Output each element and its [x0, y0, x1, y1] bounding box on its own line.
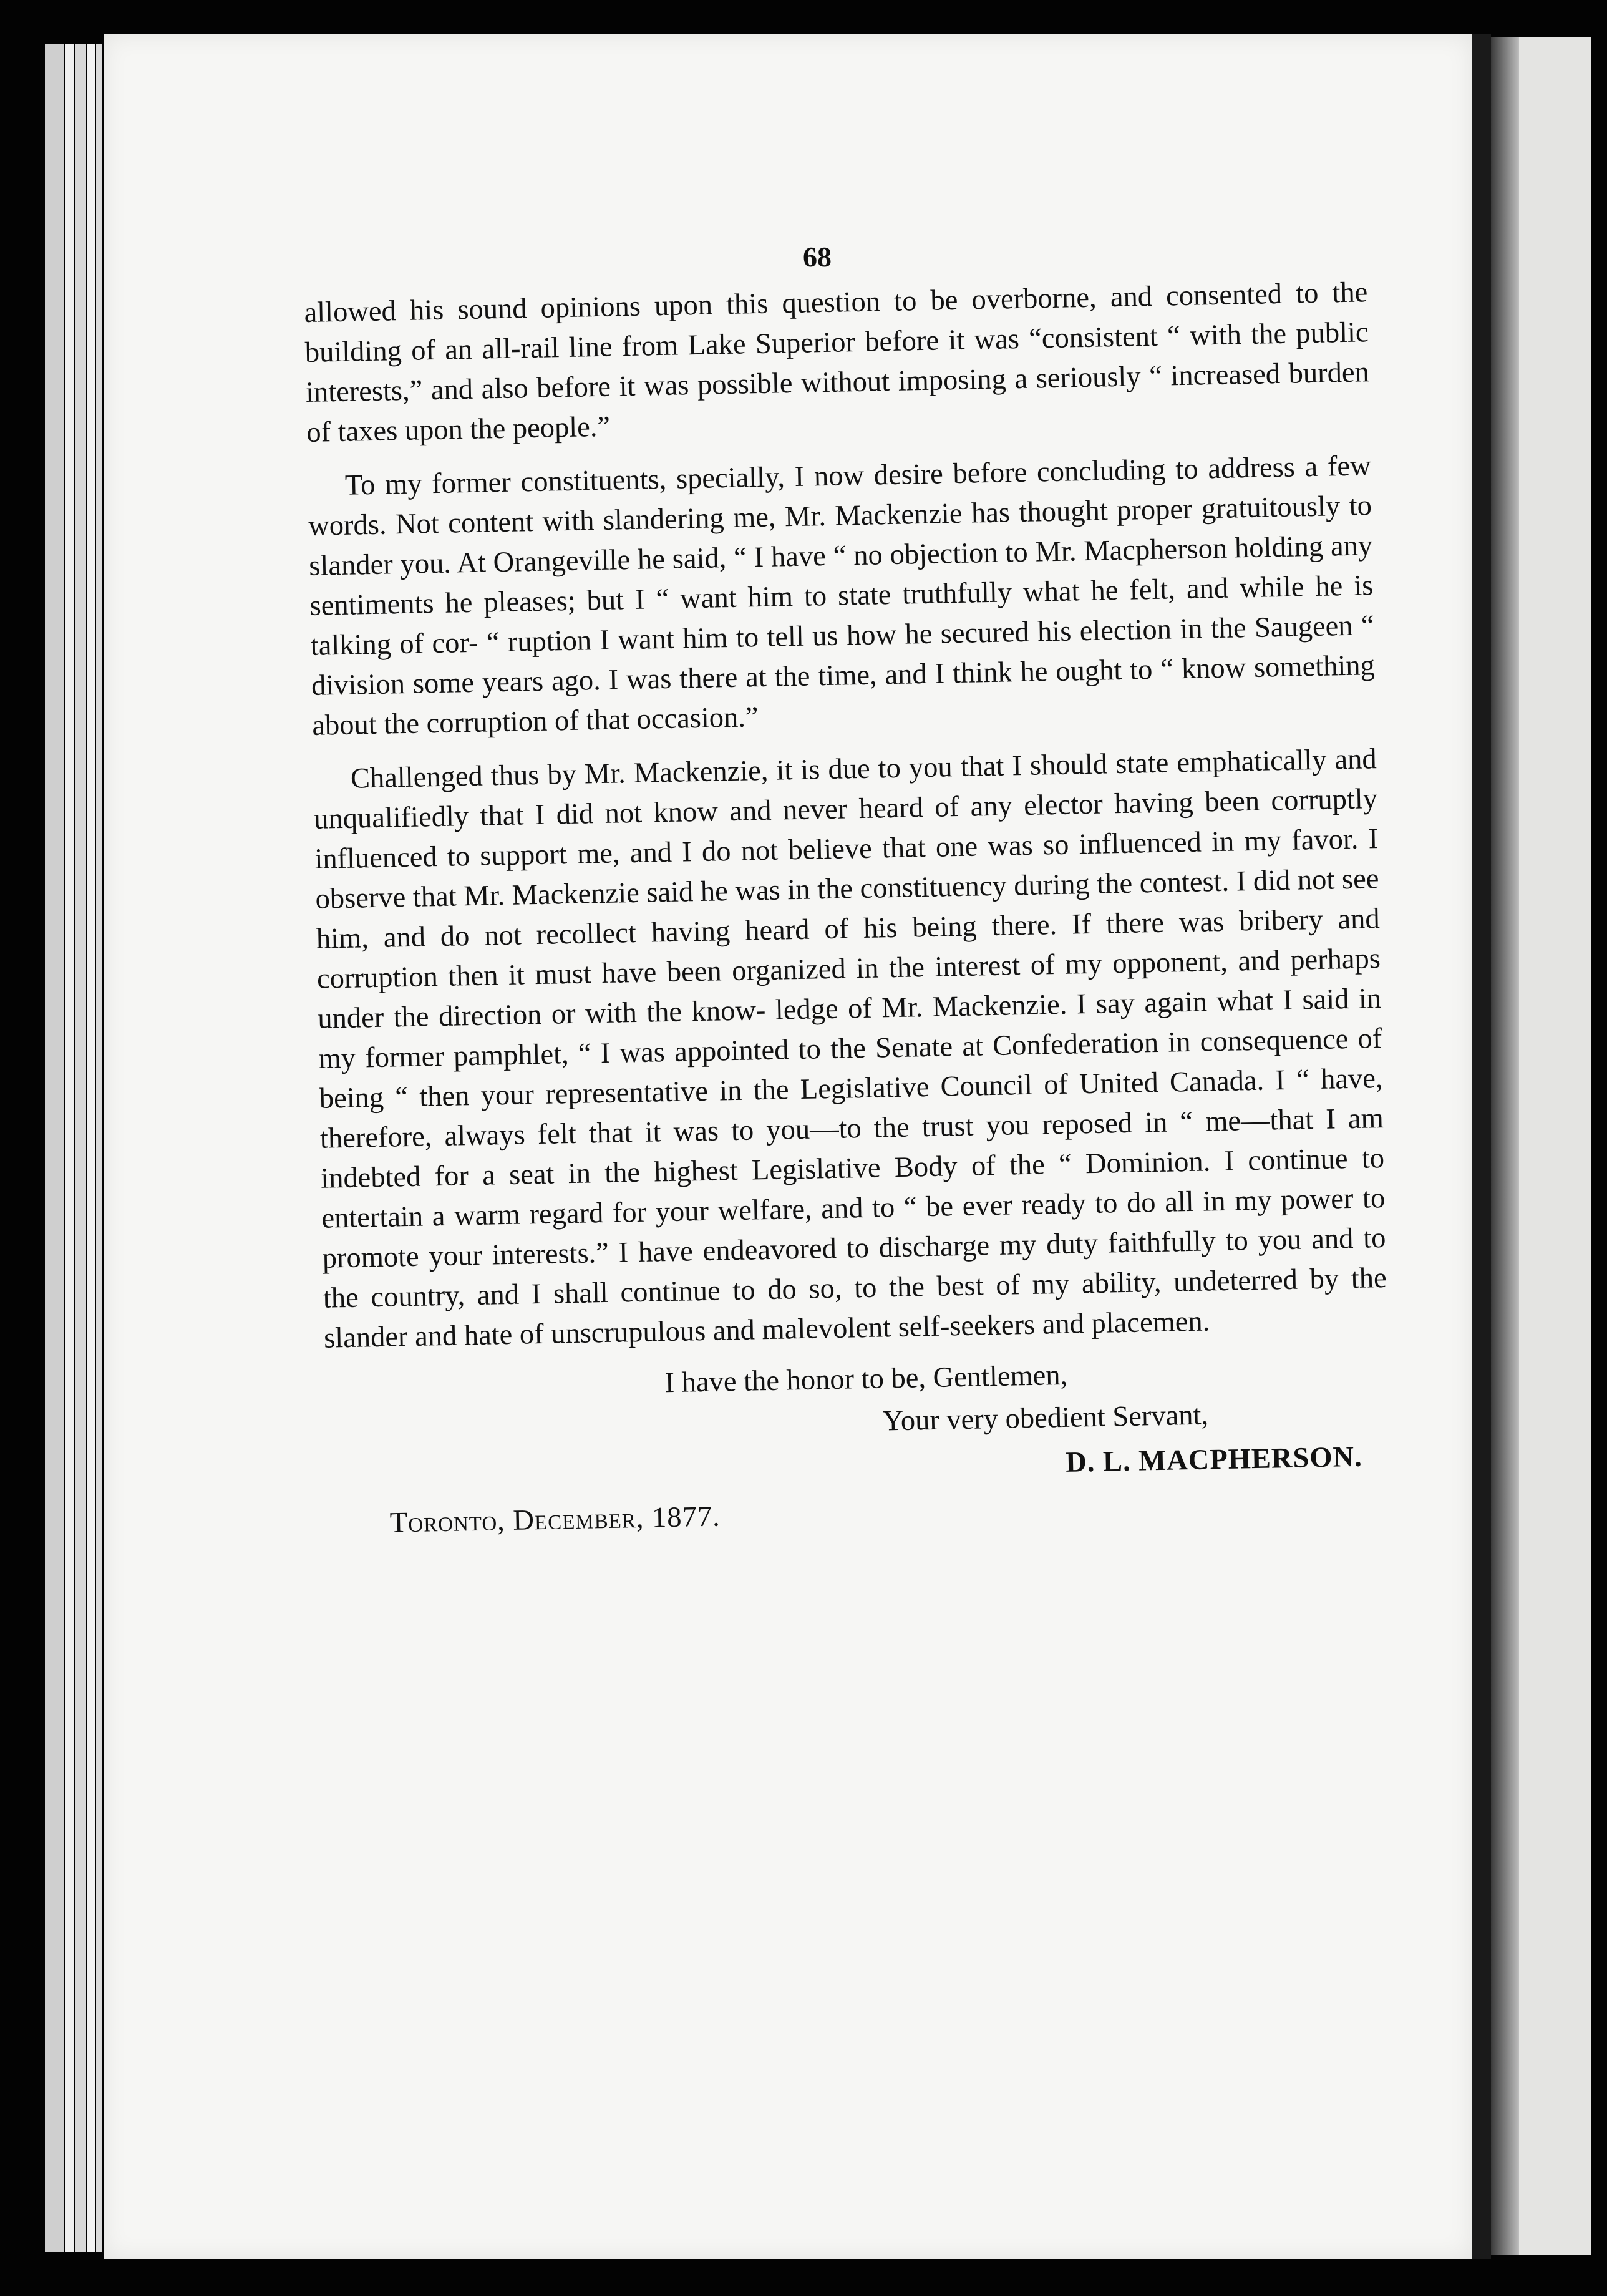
closing-valediction: Your very obedient Servant,: [882, 1399, 1209, 1437]
paragraph-continuation: allowed his sound opinions upon this question to be overborne, and consented to the building of an all-rail line from Lake Superior before it was “consistent “ with the public interests,” and also before it was possible without imposing a seriously “ increased burden of taxes upon the people.”: [304, 276, 1370, 449]
signature: D. L. MACPHERSON.: [1065, 1441, 1363, 1479]
book-gutter: [1472, 34, 1491, 2259]
closing-salutation: I have the honor to be, Gentlemen,: [664, 1359, 1068, 1399]
page-edge: [87, 44, 95, 2252]
adjacent-page-shadow: [1491, 37, 1519, 2255]
letter-body: [304, 273, 1391, 1544]
paragraph-challenged: Challenged thus by Mr. Mackenzie, it is due to you that I should state emphatically and unqualifiedly that I did not know and never heard of any elector having been corruptly influenced to support me, and I do not believe that one was so influenced in my favor. I observe that Mr. Mackenzie said he was in the constituency during the contest. I did not see him, and do not recollect having heard of his being there. If there was bribery and corruption then it must have been organized in the interest of my opponent, and perhaps under the direction or with the know- ledge of Mr. Mackenzie. I say again what I said in my former pamphlet, “ I was appointed to the Senate at Confederation in consequence of being “ then your representative in the Legislative Council of United Canada. I “ have, therefore, always felt that it was to you—to the trust you reposed in “ me—that I am indebted for a seat in the highest Legislative Body of the “ Dominion. I continue to entertain a warm regard for your welfare, and to “ be ever ready to do all in my power to promote your interests.” I have endeavored to discharge my duty faithfully to you and to the country, and I shall continue to do so, to the best of my ability, undeterred by the slander and hate of unscrupulous and malevolent self-seekers and placemen.: [313, 743, 1387, 1355]
paragraph-constituents: To my former constituents, specially, I now desire before concluding to address a few words. Not content with slandering me, Mr. Mackenzie has thought proper gratuitously to slander you. At Orangeville he said, “ I have “ no objection to Mr. Macpherson holding any sentiments he pleases; but I “ want him to state truthfully what he felt, and while he is talking of cor- “ ruption I want him to tell us how he secured his election in the Saugeen “ division some years ago. I was there at the time, and I think he ought to “ know something about the corruption of that occasion.”: [308, 450, 1376, 742]
page-edge: [45, 44, 64, 2252]
page-number: 68: [803, 241, 832, 273]
place-date: Toronto, December, 1877.: [389, 1501, 721, 1539]
page-edge: [65, 44, 74, 2252]
page-edge: [96, 44, 102, 2252]
page-edge: [75, 44, 86, 2252]
